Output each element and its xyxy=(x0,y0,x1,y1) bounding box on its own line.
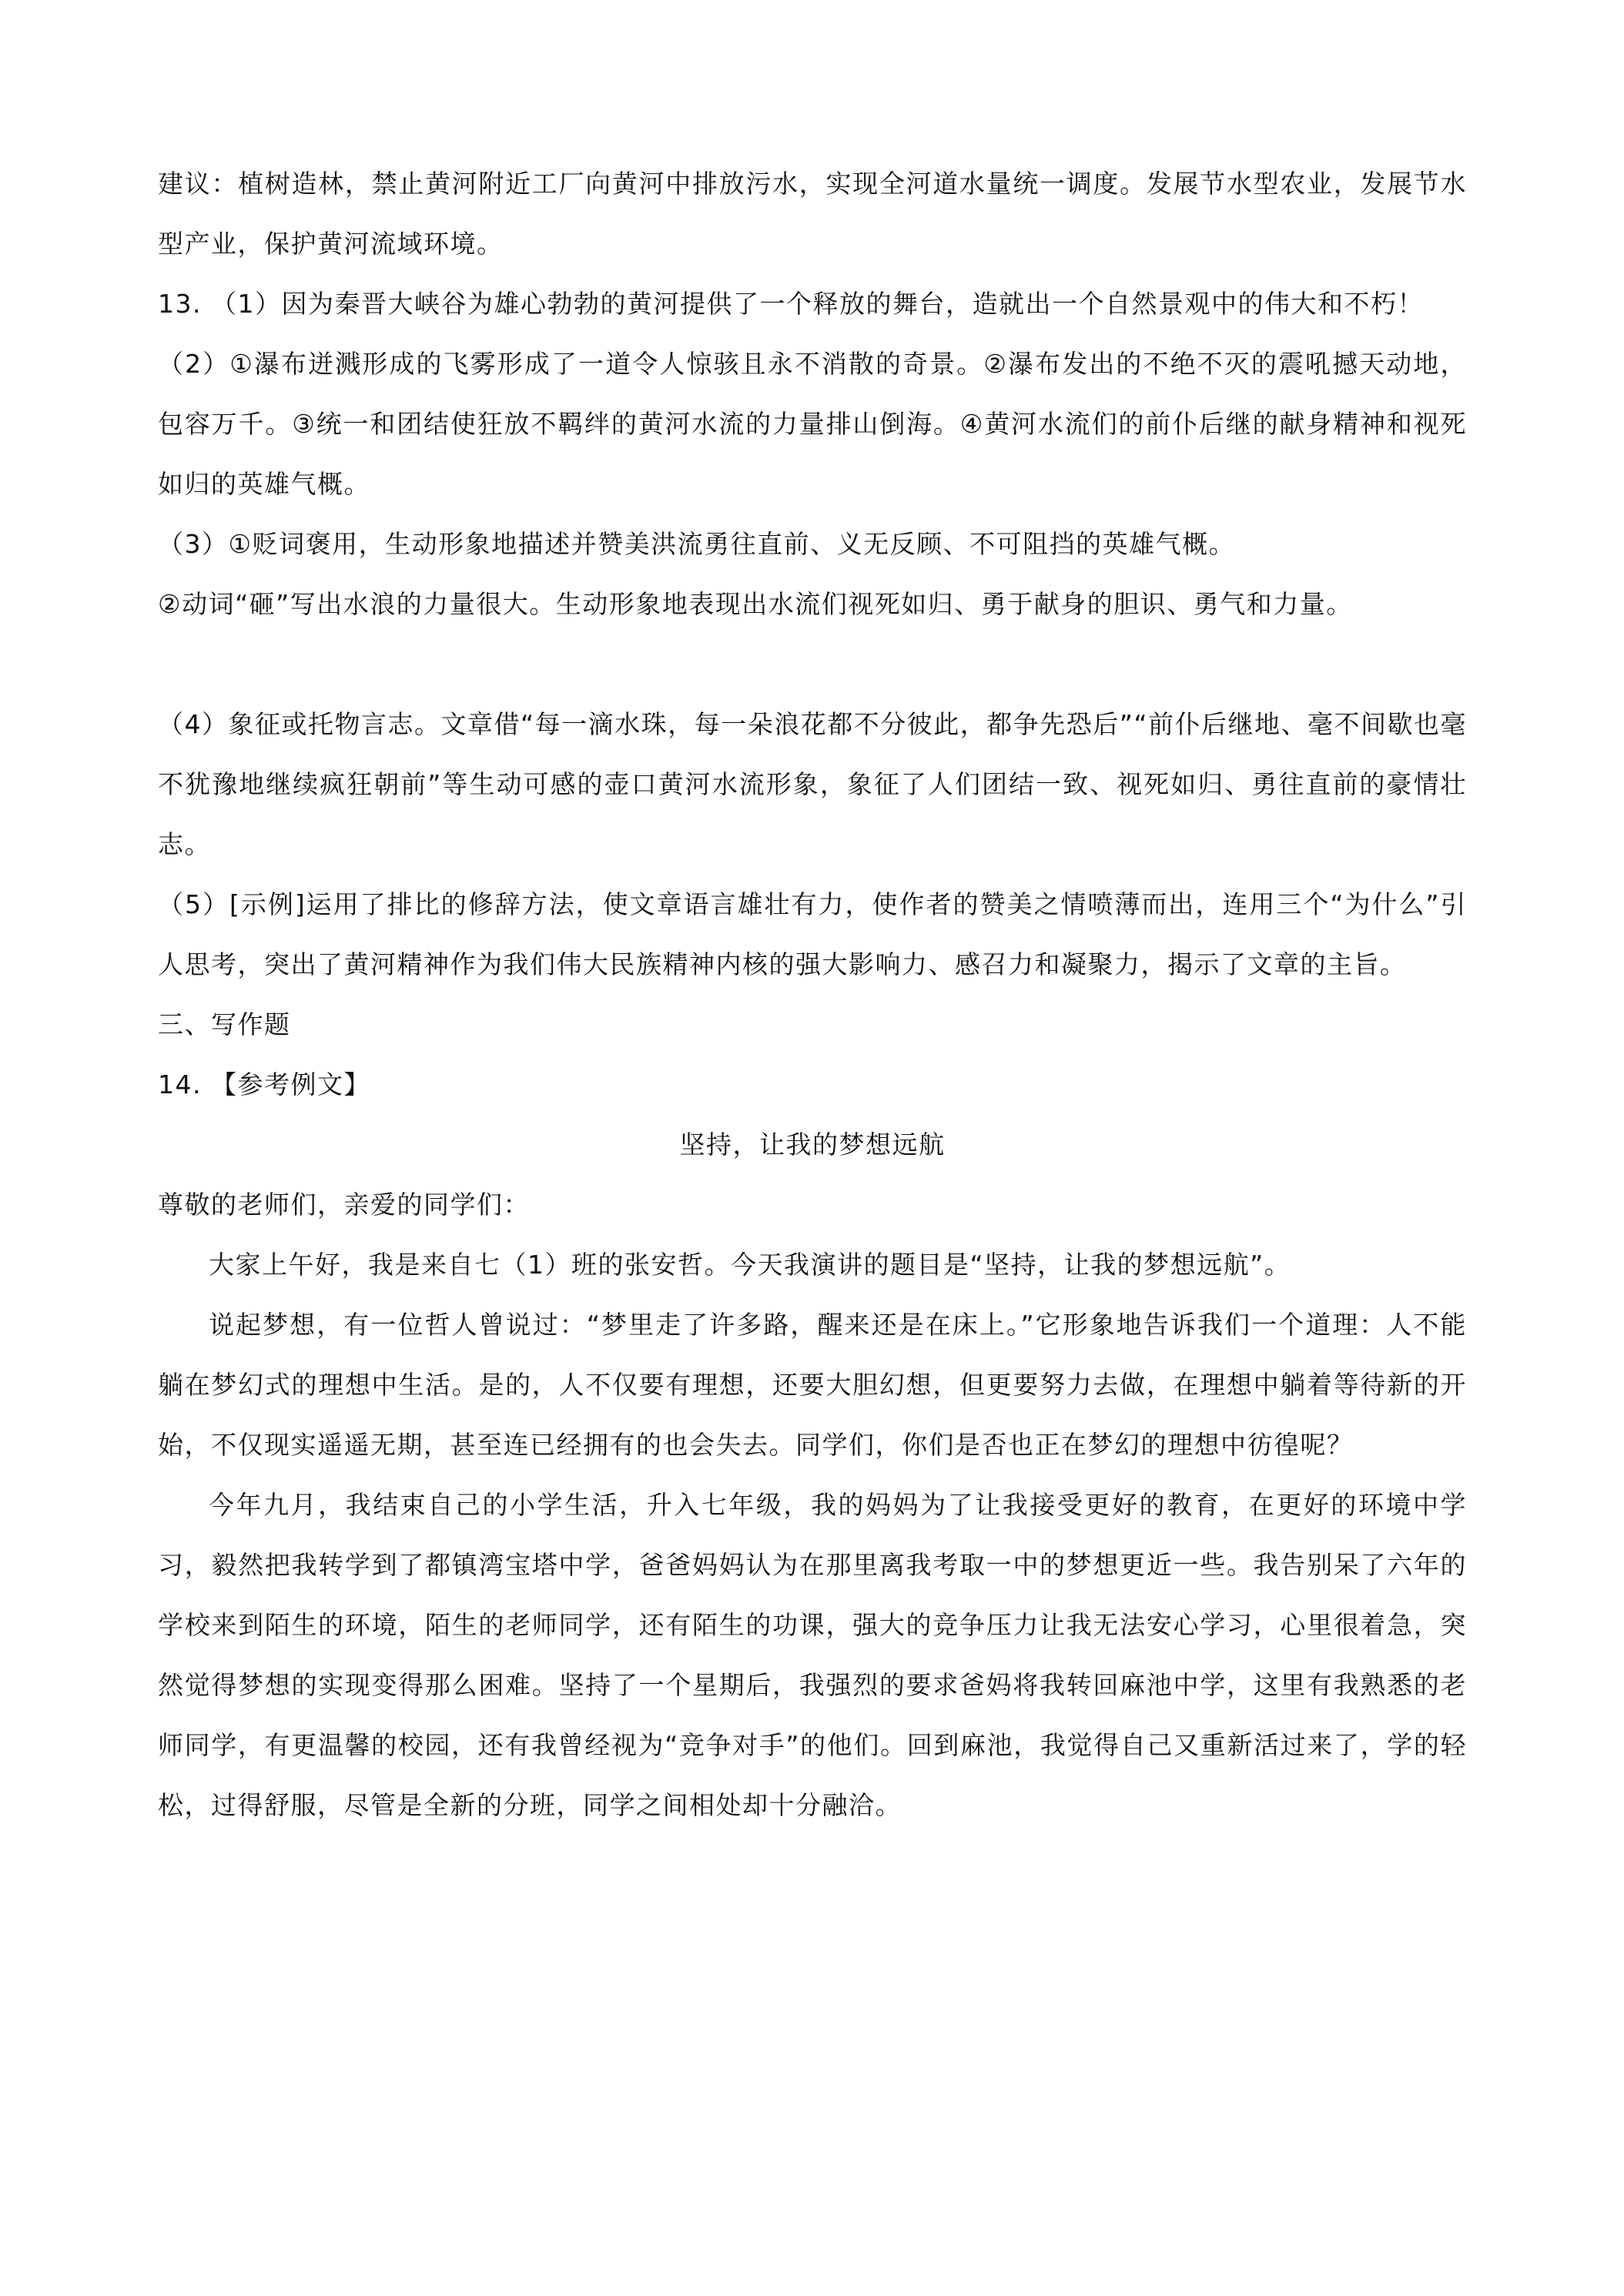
essay-title: 坚持，让我的梦想远航 xyxy=(679,1130,946,1160)
blank-gap xyxy=(158,634,1467,694)
question-13-3-part-1: （3）①贬词褒用，生动形象地描述并赞美洪流勇往直前、义无反顾、不可阻挡的英雄气概。 xyxy=(158,529,1236,559)
question-13-4: （4）象征或托物言志。文章借“每一滴水珠，每一朵浪花都不分彼此，都争先恐后”“前仆后继地、毫不间歇也毫不犹豫地继续疯狂朝前”等生动可感的壶口黄河水流形象，象征了人们团结一致、视死如归、勇往直前的豪情壮志。 xyxy=(158,709,1467,859)
section-heading: 三、写作题 xyxy=(158,1009,291,1039)
question-13-5: （5）[示例]运用了排比的修辞方法，使文章语言雄壮有力，使作者的赞美之情喷薄而出，连用三个“为什么”引人思考，突出了黄河精神作为我们伟大民族精神内核的强大影响力、感召力和凝聚力，揭示了文章的主旨。 xyxy=(158,889,1467,979)
essay-paragraph-3: 今年九月，我结束自己的小学生活，升入七年级，我的妈妈为了让我接受更好的教育，在更好的环境中学习，毅然把我转学到了都镇湾宝塔中学，爸爸妈妈认为在那里离我考取一中的梦想更近一些。我告别呆了六年的学校来到陌生的环境，陌生的老师同学，还有陌生的功课，强大的竞争压力让我无法安心学习，心里很着急，突然觉得梦想的实现变得那么困难。坚持了一个星期后，我强烈的要求爸妈将我转回麻池中学，这里有我熟悉的老师同学，有更温馨的校园，还有我曾经视为“竞争对手”的他们。回到麻池，我觉得自己又重新活过来了，学的轻松，过得舒服，尽管是全新的分班，同学之间相处却十分融洽。 xyxy=(158,1490,1467,1820)
suggestion-paragraph: 建议：植树造林，禁止黄河附近工厂向黄河中排放污水，实现全河道水量统一调度。发展节水型农业，发展节水型产业，保护黄河流域环境。 xyxy=(158,169,1467,259)
question-13-3-part-2: ②动词“砸”写出水浪的力量很大。生动形象地表现出水流们视死如归、勇于献身的胆识、勇气和力量。 xyxy=(158,589,1353,619)
essay-greeting: 尊敬的老师们，亲爱的同学们： xyxy=(158,1190,530,1220)
question-13-2: （2）①瀑布迸溅形成的飞雾形成了一道令人惊骇且永不消散的奇景。②瀑布发出的不绝不灭的震吼撼天动地，包容万千。③统一和团结使狂放不羁绊的黄河水流的力量排山倒海。④黄河水流们的前仆后继的献身精神和视死如归的英雄气概。 xyxy=(158,349,1467,499)
essay-paragraph-2: 说起梦想，有一位哲人曾说过：“梦里走了许多路，醒来还是在床上。”它形象地告诉我们一个道理：人不能躺在梦幻式的理想中生活。是的，人不仅要有理想，还要大胆幻想，但更要努力去做，在理想中躺着等待新的开始，不仅现实遥遥无期，甚至连已经拥有的也会失去。同学们，你们是否也正在梦幻的理想中彷徨呢？ xyxy=(158,1310,1467,1460)
question-13-1: 13. （1）因为秦晋大峡谷为雄心勃勃的黄河提供了一个释放的舞台，造就出一个自然景观中的伟大和不朽！ xyxy=(158,289,1424,319)
essay-paragraph-1: 大家上午好，我是来自七（1）班的张安哲。今天我演讲的题目是“坚持，让我的梦想远航”。 xyxy=(209,1250,1291,1280)
question-14-label: 14. 【参考例文】 xyxy=(158,1069,370,1099)
answer-content xyxy=(158,154,1467,1836)
